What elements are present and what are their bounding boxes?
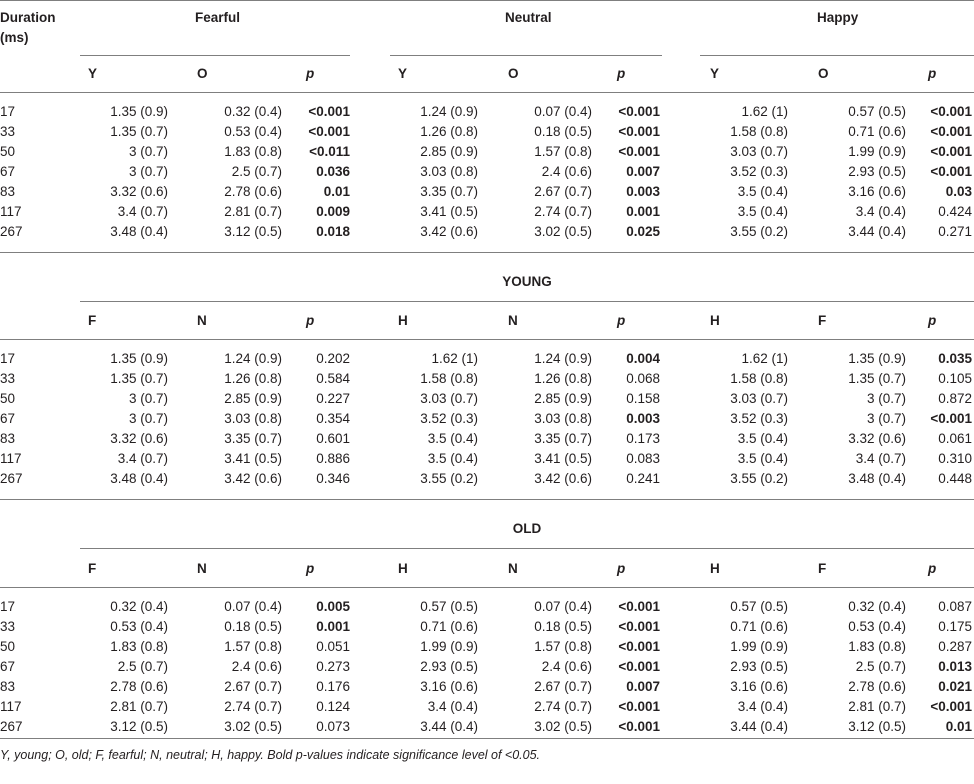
table-cell: 3.03 (0.8) [224,411,282,426]
table-rule [0,0,974,1]
duration-header-unit: (ms) [0,30,29,45]
column-header: p [306,561,315,576]
table-cell: <0.001 [618,699,660,714]
table-rule [80,301,974,302]
table-cell: 3.5 (0.4) [737,451,788,466]
table-cell: 3 (0.7) [866,411,906,426]
table-cell: 0.18 (0.5) [224,619,282,634]
table-cell: 3.41 (0.5) [534,451,592,466]
table-rule [0,92,974,93]
table-cell: 0.346 [316,471,350,486]
table-cell: 3.5 (0.4) [427,431,478,446]
table-cell: 0.32 (0.4) [848,599,906,614]
table-cell: 2.4 (0.6) [541,659,592,674]
table-cell: 3 (0.7) [866,391,906,406]
table-cell: 3.03 (0.8) [534,411,592,426]
table-cell: 0.036 [316,164,350,179]
table-cell: <0.001 [618,124,660,139]
column-header: Y [710,66,720,81]
table-cell: 3.16 (0.6) [848,184,906,199]
duration-value: 50 [0,144,16,159]
duration-value: 50 [0,639,16,654]
table-cell: <0.001 [930,124,972,139]
table-cell: 1.83 (0.8) [848,639,906,654]
group-header: Happy [817,10,859,25]
table-cell: 0.310 [938,451,972,466]
table-cell: 0.004 [626,351,660,366]
table-cell: 3.5 (0.4) [737,184,788,199]
table-cell: 3.44 (0.4) [730,719,788,734]
duration-value: 83 [0,679,16,694]
table-cell: 0.241 [626,471,660,486]
table-cell: 3.4 (0.7) [117,451,168,466]
table-cell: 1.26 (0.8) [224,371,282,386]
table-cell: 3.32 (0.6) [110,431,168,446]
table-cell: <0.001 [618,144,660,159]
table-cell: 2.93 (0.5) [420,659,478,674]
table-cell: 0.601 [316,431,350,446]
table-cell: 1.62 (1) [741,104,788,119]
column-header: p [306,313,315,328]
column-header: p [928,66,937,81]
table-cell: 2.67 (0.7) [534,679,592,694]
table-cell: 3.41 (0.5) [224,451,282,466]
table-cell: <0.001 [618,104,660,119]
table-cell: 3.52 (0.3) [730,164,788,179]
column-header: p [617,561,626,576]
table-cell: 0.271 [938,224,972,239]
table-rule [390,55,662,56]
table-rule [0,252,974,253]
table-cell: 3.03 (0.7) [730,391,788,406]
table-cell: 0.051 [316,639,350,654]
duration-value: 17 [0,351,16,366]
table-cell: <0.001 [618,659,660,674]
table-cell: <0.001 [618,639,660,654]
table-cell: 2.67 (0.7) [224,679,282,694]
table-cell: 0.71 (0.6) [848,124,906,139]
table-cell: 3.55 (0.2) [420,471,478,486]
table-cell: 2.5 (0.7) [231,164,282,179]
table-cell: 3.42 (0.6) [420,224,478,239]
table-cell: <0.001 [930,144,972,159]
table-cell: 1.24 (0.9) [224,351,282,366]
table-cell: 3.42 (0.6) [224,471,282,486]
table-cell: 1.35 (0.7) [110,371,168,386]
column-header: N [508,313,518,328]
table-cell: 3 (0.7) [128,411,168,426]
duration-value: 67 [0,659,16,674]
table-cell: 0.53 (0.4) [224,124,282,139]
table-cell: 2.74 (0.7) [534,699,592,714]
table-cell: 2.4 (0.6) [541,164,592,179]
table-rule [80,55,350,56]
table-cell: 0.18 (0.5) [534,619,592,634]
table-cell: 2.78 (0.6) [110,679,168,694]
table-rule [0,738,974,739]
table-cell: 3.03 (0.7) [730,144,788,159]
group-header: Neutral [505,10,552,25]
table-cell: 3.16 (0.6) [730,679,788,694]
table-cell: 2.5 (0.7) [855,659,906,674]
duration-value: 267 [0,224,23,239]
column-header: p [306,66,315,81]
table-cell: 0.32 (0.4) [110,599,168,614]
table-cell: 2.78 (0.6) [848,679,906,694]
table-cell: 0.061 [938,431,972,446]
column-header: F [88,313,97,328]
table-cell: 0.07 (0.4) [534,599,592,614]
table-cell: 0.158 [626,391,660,406]
column-header: p [928,313,937,328]
table-cell: 0.003 [626,184,660,199]
table-cell: 0.003 [626,411,660,426]
duration-header: Duration [0,10,56,25]
table-cell: 0.173 [626,431,660,446]
table-cell: 0.007 [626,679,660,694]
table-cell: 0.53 (0.4) [848,619,906,634]
table-cell: 2.81 (0.7) [224,204,282,219]
table-cell: 3.48 (0.4) [110,224,168,239]
table-cell: <0.001 [308,104,350,119]
table-cell: 0.009 [316,204,350,219]
table-cell: 3.44 (0.4) [420,719,478,734]
table-cell: 3.35 (0.7) [420,184,478,199]
table-cell: 0.175 [938,619,972,634]
column-header: O [508,66,519,81]
table-cell: 2.81 (0.7) [110,699,168,714]
table-rule [0,499,974,500]
duration-value: 17 [0,599,16,614]
duration-value: 83 [0,431,16,446]
table-rule [80,548,974,549]
table-cell: 1.35 (0.9) [110,104,168,119]
table-cell: 0.001 [316,619,350,634]
table-cell: 0.18 (0.5) [534,124,592,139]
table-cell: 3.4 (0.7) [855,451,906,466]
duration-value: 67 [0,164,16,179]
table-cell: 0.71 (0.6) [420,619,478,634]
table-cell: 2.85 (0.9) [420,144,478,159]
table-cell: 0.424 [938,204,972,219]
table-cell: 3.35 (0.7) [534,431,592,446]
table-cell: 3.4 (0.7) [117,204,168,219]
table-cell: <0.001 [308,124,350,139]
table-cell: 0.035 [938,351,972,366]
table-cell: 1.58 (0.8) [420,371,478,386]
table-cell: 3.12 (0.5) [848,719,906,734]
table-cell: 3.35 (0.7) [224,431,282,446]
table-cell: 1.58 (0.8) [730,371,788,386]
column-header: p [617,313,626,328]
column-header: Y [88,66,98,81]
table-cell: 0.083 [626,451,660,466]
table-cell: 3.03 (0.8) [420,164,478,179]
table-cell: 3.03 (0.7) [420,391,478,406]
table-cell: <0.001 [930,699,972,714]
table-cell: 1.24 (0.9) [420,104,478,119]
table-cell: 0.01 [323,184,350,199]
table-cell: 3.41 (0.5) [420,204,478,219]
column-header: H [398,561,408,576]
table-cell: 1.35 (0.7) [110,124,168,139]
table-cell: 2.74 (0.7) [224,699,282,714]
column-header: H [710,561,720,576]
table-cell: 0.448 [938,471,972,486]
table-cell: <0.001 [618,599,660,614]
duration-value: 267 [0,719,23,734]
table-cell: 1.24 (0.9) [534,351,592,366]
column-header: F [818,561,827,576]
table-cell: 0.03 [945,184,972,199]
column-header: O [818,66,829,81]
table-cell: 1.62 (1) [741,351,788,366]
duration-value: 67 [0,411,16,426]
table-cell: 1.83 (0.8) [224,144,282,159]
table-cell: 1.99 (0.9) [420,639,478,654]
table-cell: 1.57 (0.8) [224,639,282,654]
group-header: Fearful [195,10,241,25]
table-cell: 3.12 (0.5) [110,719,168,734]
table-cell: 0.176 [316,679,350,694]
table-cell: 1.99 (0.9) [730,639,788,654]
table-cell: 3.48 (0.4) [848,471,906,486]
table-cell: 0.287 [938,639,972,654]
table-cell: 1.35 (0.7) [848,371,906,386]
table-cell: 3.55 (0.2) [730,471,788,486]
table-cell: 3 (0.7) [128,391,168,406]
column-header: F [818,313,827,328]
table-cell: 0.71 (0.6) [730,619,788,634]
table-cell: 1.62 (1) [431,351,478,366]
table-cell: 0.005 [316,599,350,614]
duration-value: 33 [0,124,16,139]
table-cell: 1.57 (0.8) [534,144,592,159]
table-cell: 0.202 [316,351,350,366]
table-cell: 2.85 (0.9) [224,391,282,406]
table-cell: 1.83 (0.8) [110,639,168,654]
table-cell: 0.32 (0.4) [224,104,282,119]
table-cell: 0.105 [938,371,972,386]
duration-value: 117 [0,699,22,714]
column-header: N [197,561,207,576]
table-cell: 1.35 (0.9) [110,351,168,366]
section-title-old: OLD [512,521,542,536]
column-header: H [710,313,720,328]
duration-value: 83 [0,184,16,199]
table-cell: 0.53 (0.4) [110,619,168,634]
table-cell: <0.001 [930,104,972,119]
duration-value: 267 [0,471,23,486]
table-cell: <0.001 [930,411,972,426]
table-cell: 0.07 (0.4) [534,104,592,119]
table-cell: <0.001 [618,619,660,634]
table-cell: 0.087 [938,599,972,614]
table-cell: 2.74 (0.7) [534,204,592,219]
table-cell: 1.26 (0.8) [534,371,592,386]
table-cell: 2.85 (0.9) [534,391,592,406]
duration-value: 117 [0,204,22,219]
table-cell: 0.025 [626,224,660,239]
column-header: p [617,66,626,81]
duration-value: 33 [0,371,16,386]
table-rule [700,55,974,56]
table-cell: 1.99 (0.9) [848,144,906,159]
table-cell: 3.52 (0.3) [730,411,788,426]
table-cell: 3.02 (0.5) [224,719,282,734]
table-cell: 0.872 [938,391,972,406]
column-header: O [197,66,208,81]
table-cell: 1.58 (0.8) [730,124,788,139]
table-cell: 3.16 (0.6) [420,679,478,694]
table-cell: 0.57 (0.5) [730,599,788,614]
table-cell: 0.01 [945,719,972,734]
table-cell: 2.5 (0.7) [117,659,168,674]
table-cell: 1.26 (0.8) [420,124,478,139]
table-rule [0,587,974,588]
table-cell: 3.5 (0.4) [737,204,788,219]
table-cell: 2.81 (0.7) [848,699,906,714]
table-cell: 0.013 [938,659,972,674]
table-rule [0,339,974,340]
table-cell: <0.001 [618,719,660,734]
table-cell: 3.5 (0.4) [427,451,478,466]
table-cell: 0.273 [316,659,350,674]
table-cell: 0.227 [316,391,350,406]
table-cell: 3.48 (0.4) [110,471,168,486]
table-cell: 2.93 (0.5) [848,164,906,179]
table-cell: 3.32 (0.6) [110,184,168,199]
table-cell: 0.354 [316,411,350,426]
duration-value: 33 [0,619,16,634]
table-cell: 1.35 (0.9) [848,351,906,366]
table-cell: 3.55 (0.2) [730,224,788,239]
table-cell: 0.57 (0.5) [420,599,478,614]
column-header: H [398,313,408,328]
column-header: N [508,561,518,576]
table-cell: 3.02 (0.5) [534,719,592,734]
table-cell: 3.42 (0.6) [534,471,592,486]
table-cell: 3.32 (0.6) [848,431,906,446]
column-header: N [197,313,207,328]
duration-value: 117 [0,451,22,466]
column-header: p [928,561,937,576]
table-cell: 2.67 (0.7) [534,184,592,199]
table-cell: 0.886 [316,451,350,466]
table-cell: 3.5 (0.4) [737,431,788,446]
table-cell: 3 (0.7) [128,164,168,179]
table-cell: 0.021 [938,679,972,694]
table-cell: 0.001 [626,204,660,219]
table-cell: 0.07 (0.4) [224,599,282,614]
table-cell: 1.57 (0.8) [534,639,592,654]
table-cell: 3.44 (0.4) [848,224,906,239]
table-cell: 3.4 (0.4) [427,699,478,714]
table-cell: <0.011 [309,144,350,159]
table-cell: 0.584 [316,371,350,386]
table-cell: 2.78 (0.6) [224,184,282,199]
section-title-young: YOUNG [502,274,552,289]
table-cell: 3 (0.7) [128,144,168,159]
table-cell: 0.068 [626,371,660,386]
table-cell: 0.57 (0.5) [848,104,906,119]
column-header: Y [398,66,408,81]
table-cell: 2.4 (0.6) [231,659,282,674]
table-cell: 0.124 [316,699,350,714]
table-cell: 0.018 [316,224,350,239]
table-cell: 2.93 (0.5) [730,659,788,674]
table-cell: 3.02 (0.5) [534,224,592,239]
table-cell: <0.001 [930,164,972,179]
table-cell: 3.12 (0.5) [224,224,282,239]
table-cell: 3.52 (0.3) [420,411,478,426]
table-cell: 3.4 (0.4) [855,204,906,219]
column-header: F [88,561,97,576]
table-footnote: Y, young; O, old; F, fearful; N, neutral; H, happy. Bold p-values indicate significance level of <0.05. [0,748,541,762]
table-cell: 0.007 [626,164,660,179]
duration-value: 17 [0,104,16,119]
table-cell: 0.073 [316,719,350,734]
table-cell: 3.4 (0.4) [737,699,788,714]
duration-value: 50 [0,391,16,406]
